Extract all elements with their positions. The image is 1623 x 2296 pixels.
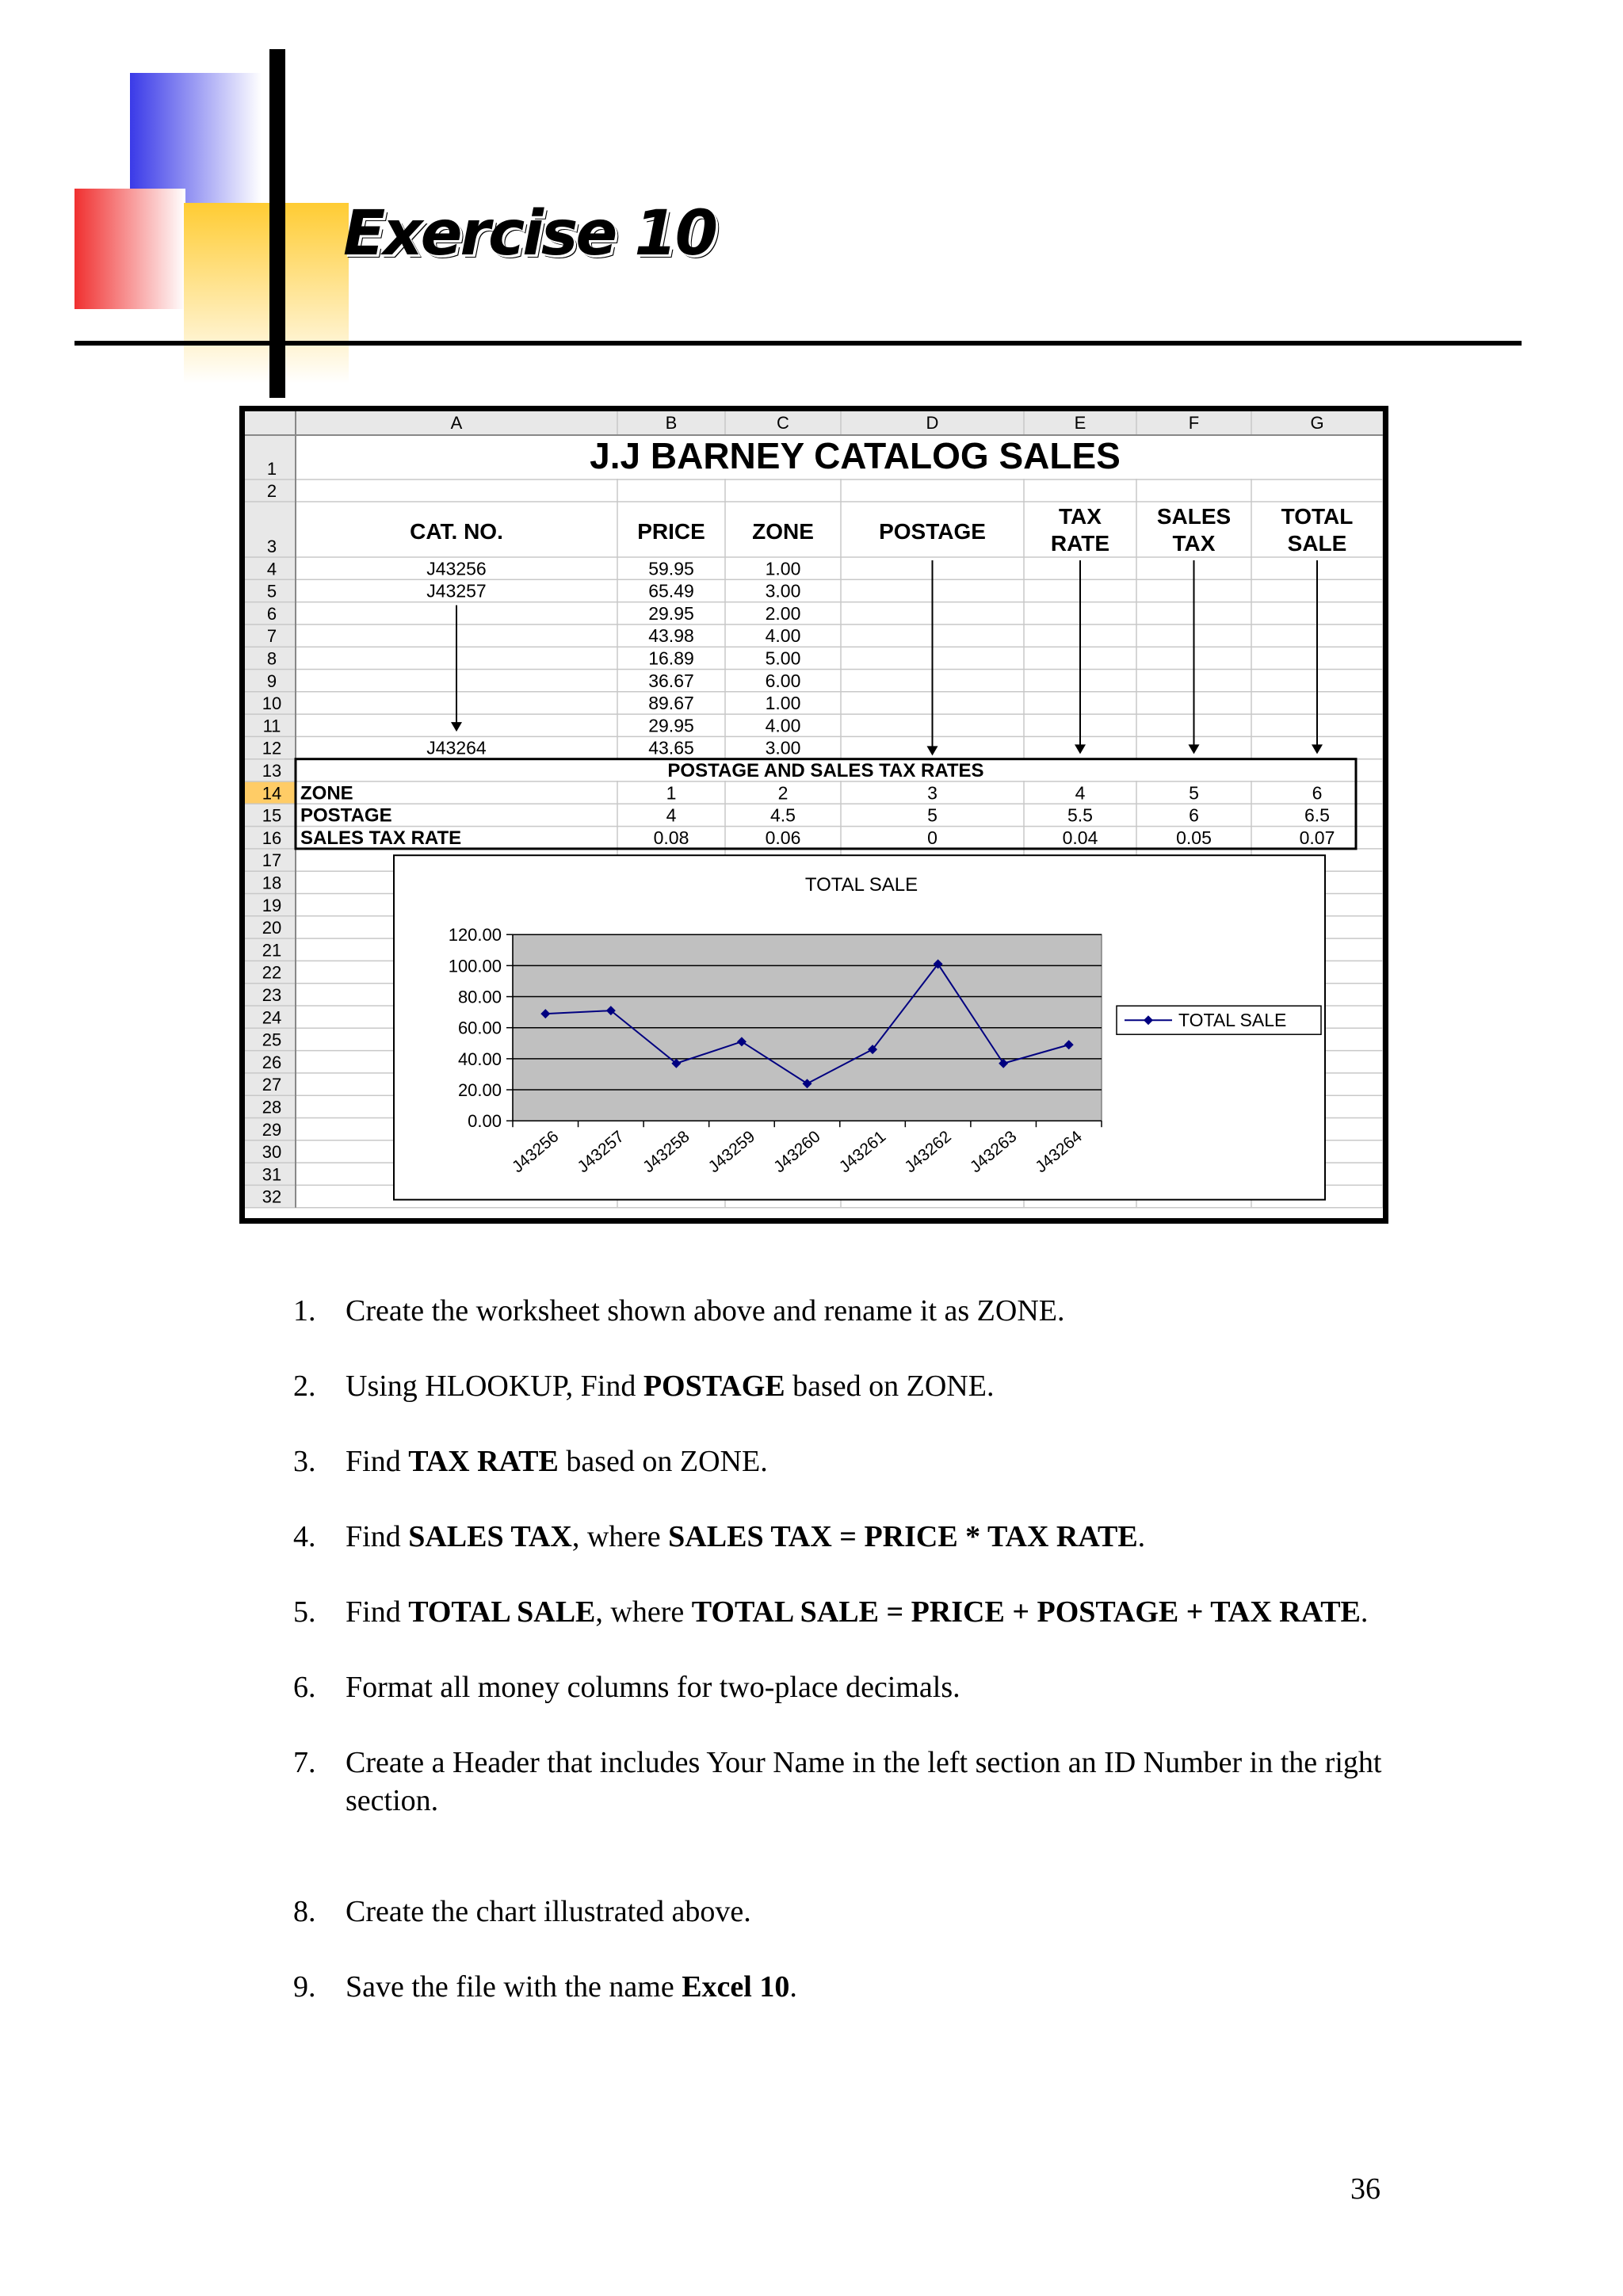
instruction-text: based on ZONE. xyxy=(558,1445,768,1478)
instruction-number: 3. xyxy=(293,1445,316,1478)
instruction-number: 7. xyxy=(293,1746,316,1779)
legend-label: TOTAL SALE xyxy=(1178,1010,1287,1031)
rate-value-cell: 4 xyxy=(666,804,677,826)
rate-value-cell: 0.04 xyxy=(1062,827,1098,848)
x-tick-label: J43262 xyxy=(901,1127,955,1177)
row-number: 16 xyxy=(262,827,282,848)
row-number: 6 xyxy=(266,603,277,624)
spreadsheet-screenshot xyxy=(239,406,1388,1224)
instruction-item xyxy=(293,1292,1403,1330)
rate-value-cell: 4 xyxy=(1075,782,1086,804)
y-tick-label: 40.00 xyxy=(457,1049,502,1069)
instruction-number: 2. xyxy=(293,1370,316,1403)
rate-row-label: POSTAGE xyxy=(300,804,392,827)
header-total-sale: TOTAL xyxy=(1281,504,1354,529)
chart-title: TOTAL SALE xyxy=(804,874,918,896)
instruction-text: , where xyxy=(571,1520,669,1553)
instruction-text: based on ZONE. xyxy=(785,1370,995,1403)
column-letter: G xyxy=(1310,413,1324,433)
x-tick-label: J43264 xyxy=(1032,1127,1086,1177)
rate-row-label: ZONE xyxy=(300,782,353,804)
instruction-item xyxy=(293,1668,1403,1706)
x-tick-label: J43259 xyxy=(705,1127,759,1177)
row-number: 14 xyxy=(262,783,282,804)
x-tick-label: J43263 xyxy=(966,1127,1021,1177)
price-cell: 43.65 xyxy=(648,737,694,758)
row-number: 9 xyxy=(266,670,277,691)
instruction-item xyxy=(293,1367,1403,1405)
column-letter: D xyxy=(926,413,939,433)
rate-value-cell: 0.05 xyxy=(1176,827,1212,848)
instruction-text: Create the worksheet shown above and rename it as ZONE. xyxy=(346,1294,1065,1328)
decor-horizontal-rule xyxy=(74,341,1522,346)
row-number: 25 xyxy=(262,1030,282,1050)
header-cat-no: CAT. NO. xyxy=(410,519,503,544)
y-tick-label: 0.00 xyxy=(468,1111,502,1132)
instruction-number: 6. xyxy=(293,1671,316,1704)
instruction-number: 8. xyxy=(293,1895,316,1928)
instruction-text: Format all money columns for two-place decimals. xyxy=(346,1671,960,1704)
price-cell: 59.95 xyxy=(648,558,694,579)
instruction-item xyxy=(293,1518,1403,1556)
row-number: 18 xyxy=(262,873,282,893)
rate-value-cell: 6 xyxy=(1312,782,1323,804)
row-number: 1 xyxy=(266,459,277,479)
instruction-text: . xyxy=(1137,1520,1146,1553)
rate-value-cell: 5 xyxy=(1189,782,1199,804)
instruction-bold-text: SALES TAX = PRICE * TAX RATE xyxy=(668,1520,1138,1553)
x-tick-label: J43256 xyxy=(508,1127,563,1177)
x-tick-label: J43257 xyxy=(574,1127,628,1177)
rate-value-cell: 6 xyxy=(1189,804,1199,826)
x-tick-label: J43260 xyxy=(770,1127,824,1177)
zone-cell: 4.00 xyxy=(765,625,801,647)
header-price: PRICE xyxy=(637,519,705,544)
price-cell: 43.98 xyxy=(648,625,694,647)
rate-row-label: SALES TAX RATE xyxy=(300,827,462,849)
price-cell: 89.67 xyxy=(648,693,694,714)
instruction-list xyxy=(293,1292,1403,2006)
rate-value-cell: 0 xyxy=(927,827,938,848)
instruction-bold-text: Excel 10 xyxy=(682,1970,790,2004)
row-number: 22 xyxy=(262,962,282,983)
cat-no-cell: J43257 xyxy=(426,580,487,602)
column-letter: C xyxy=(777,413,789,433)
price-cell: 29.95 xyxy=(648,602,694,624)
row-number: 10 xyxy=(262,693,282,714)
y-tick-label: 120.00 xyxy=(448,925,502,946)
instruction-text: Find xyxy=(346,1595,409,1629)
zone-cell: 1.00 xyxy=(765,693,801,714)
zone-cell: 5.00 xyxy=(765,648,801,669)
row-number: 29 xyxy=(262,1119,282,1140)
instruction-bold-text: TOTAL SALE xyxy=(408,1595,596,1629)
page-number: 36 xyxy=(1350,2172,1381,2206)
instruction-text: Create a Header that includes Your Name in the left section an ID Number in the right section. xyxy=(346,1746,1382,1817)
zone-cell: 6.00 xyxy=(765,670,801,691)
cat-no-cell: J43256 xyxy=(426,558,487,579)
instruction-text: , where xyxy=(595,1595,692,1629)
instruction-item xyxy=(293,1744,1403,1820)
rate-value-cell: 0.08 xyxy=(653,827,689,848)
row-number: 4 xyxy=(266,559,277,579)
instruction-text: Find xyxy=(346,1520,409,1553)
row-number: 17 xyxy=(262,850,282,871)
instruction-bold-text: TOTAL SALE = PRICE + POSTAGE + TAX RATE xyxy=(691,1595,1361,1629)
instruction-item xyxy=(293,1593,1403,1631)
decor-red-square xyxy=(74,189,185,309)
row-number: 27 xyxy=(262,1075,282,1095)
column-letter: F xyxy=(1188,413,1200,433)
row-number: 32 xyxy=(262,1186,282,1207)
row-number: 8 xyxy=(266,648,277,669)
row-number: 13 xyxy=(262,761,282,781)
row-number: 12 xyxy=(262,738,282,758)
rate-value-cell: 5 xyxy=(927,804,938,826)
header-total-sale: SALE xyxy=(1287,531,1347,556)
instruction-text: Find xyxy=(346,1445,409,1478)
row-number: 30 xyxy=(262,1142,282,1163)
sheet-title: J.J BARNEY CATALOG SALES xyxy=(590,435,1121,476)
header-postage: POSTAGE xyxy=(879,519,986,544)
column-letter: B xyxy=(665,413,678,433)
instruction-text: Save the file with the name xyxy=(346,1970,682,2004)
header-tax-rate: RATE xyxy=(1050,531,1110,556)
instruction-item xyxy=(293,1893,1403,1931)
instruction-item xyxy=(293,1968,1403,2006)
header-tax-rate: TAX xyxy=(1059,504,1102,529)
y-tick-label: 80.00 xyxy=(457,987,502,1007)
zone-cell: 3.00 xyxy=(765,737,801,758)
price-cell: 65.49 xyxy=(648,580,694,602)
x-tick-label: J43258 xyxy=(640,1127,693,1177)
y-tick-label: 60.00 xyxy=(457,1018,502,1038)
header-sales-tax: TAX xyxy=(1172,531,1216,556)
price-cell: 29.95 xyxy=(648,715,694,736)
rate-value-cell: 2 xyxy=(777,782,789,804)
rate-value-cell: 3 xyxy=(927,782,938,804)
rate-value-cell: 4.5 xyxy=(770,804,796,826)
instruction-number: 4. xyxy=(293,1520,316,1553)
zone-cell: 3.00 xyxy=(765,580,801,602)
row-number: 3 xyxy=(266,537,277,556)
row-number: 2 xyxy=(266,481,277,501)
header-zone: ZONE xyxy=(752,519,814,544)
rate-value-cell: 0.07 xyxy=(1299,827,1335,848)
row-number: 7 xyxy=(266,626,277,647)
rate-value-cell: 0.06 xyxy=(765,827,801,848)
row-number: 19 xyxy=(262,895,282,915)
rate-table-title: POSTAGE AND SALES TAX RATES xyxy=(667,760,984,781)
row-number: 28 xyxy=(262,1097,282,1117)
header-sales-tax: SALES xyxy=(1156,504,1232,529)
rate-value-cell: 5.5 xyxy=(1067,804,1093,826)
instruction-text: . xyxy=(789,1970,797,2004)
decor-yellow-square xyxy=(184,203,349,384)
row-number: 21 xyxy=(262,940,282,961)
price-cell: 16.89 xyxy=(648,648,694,669)
column-header-bar xyxy=(245,411,1383,435)
spreadsheet-svg xyxy=(245,411,1383,1218)
row-number: 24 xyxy=(262,1007,282,1028)
x-tick-label: J43261 xyxy=(835,1127,890,1177)
row-number: 20 xyxy=(262,918,282,938)
price-cell: 36.67 xyxy=(648,670,694,691)
rate-value-cell: 6.5 xyxy=(1304,804,1330,826)
cat-no-cell: J43264 xyxy=(426,737,487,758)
row-number: 5 xyxy=(266,581,277,602)
y-tick-label: 20.00 xyxy=(457,1080,502,1101)
column-letter: E xyxy=(1074,413,1086,433)
instruction-number: 9. xyxy=(293,1970,316,2004)
row-number: 15 xyxy=(262,805,282,826)
column-letter: A xyxy=(450,413,463,433)
zone-cell: 1.00 xyxy=(765,558,801,579)
row-number: 23 xyxy=(262,985,282,1005)
instruction-number: 5. xyxy=(293,1595,316,1629)
rate-value-cell: 1 xyxy=(666,782,677,804)
instruction-bold-text: TAX RATE xyxy=(408,1445,559,1478)
zone-cell: 2.00 xyxy=(765,602,801,624)
decor-vertical-rule xyxy=(269,49,285,398)
row-number: 31 xyxy=(262,1164,282,1185)
instruction-number: 1. xyxy=(293,1294,316,1328)
instruction-bold-text: SALES TAX xyxy=(408,1520,572,1553)
instruction-text: . xyxy=(1360,1595,1369,1629)
instruction-text: Create the chart illustrated above. xyxy=(346,1895,751,1928)
page-title: Exercise 10 xyxy=(343,198,716,269)
instruction-item xyxy=(293,1442,1403,1480)
row-number: 26 xyxy=(262,1052,282,1072)
instruction-bold-text: POSTAGE xyxy=(643,1370,785,1403)
y-tick-label: 100.00 xyxy=(448,956,502,976)
row-number: 11 xyxy=(262,716,281,736)
zone-cell: 4.00 xyxy=(765,715,801,736)
instruction-text: Using HLOOKUP, Find xyxy=(346,1370,643,1403)
